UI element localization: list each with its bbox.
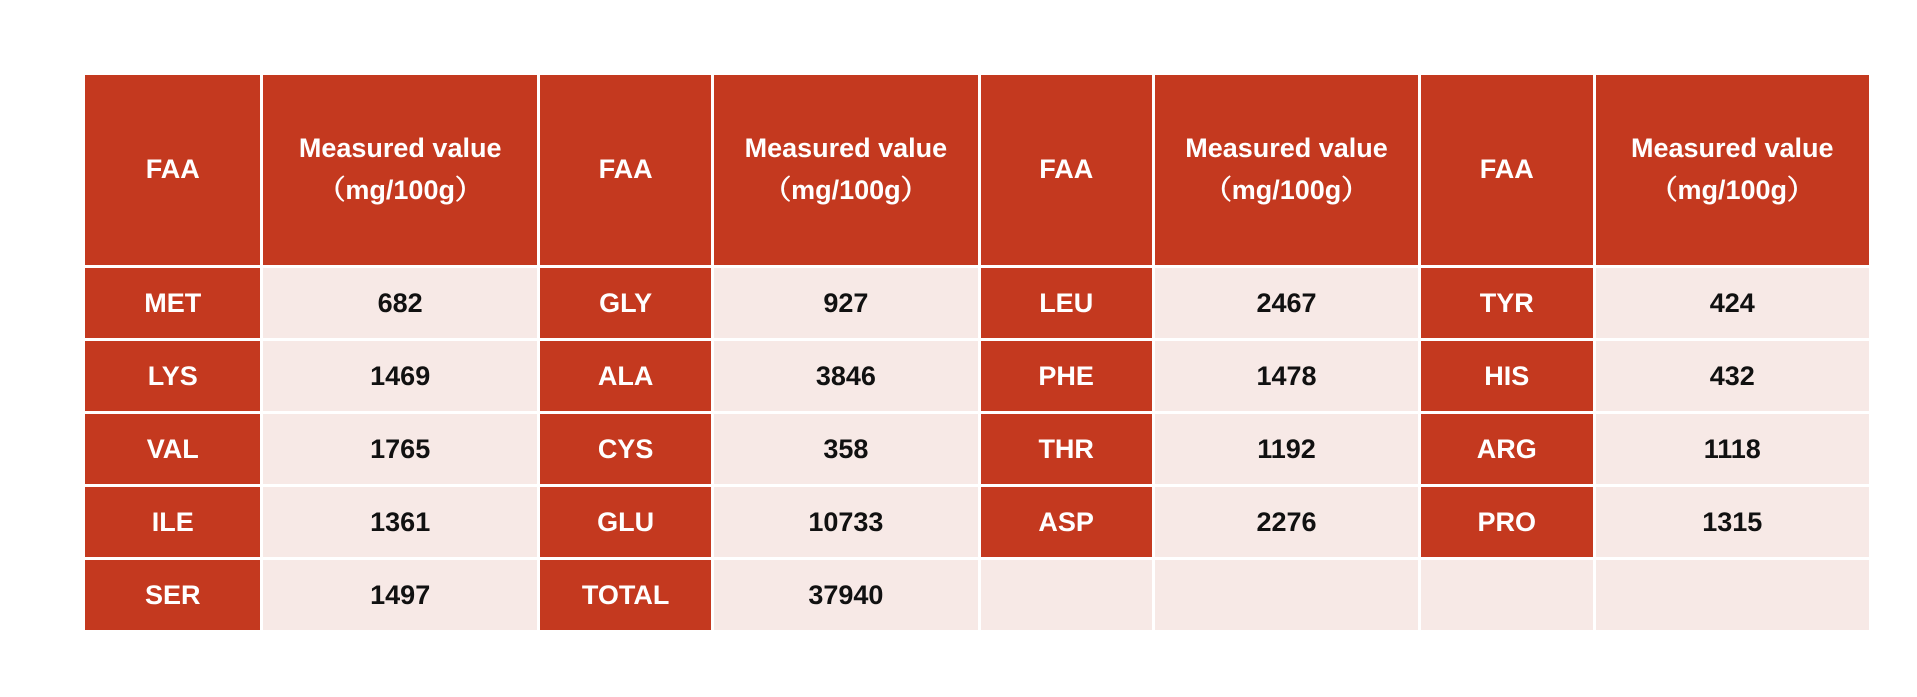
column-header-line-2: （mg/100g） [318, 175, 482, 205]
faa-label-cell: PHE [981, 341, 1152, 411]
table-row [85, 560, 1869, 630]
column-header-line-1: Measured value [298, 133, 502, 164]
faa-label-cell: VAL [85, 414, 260, 484]
column-header-line-1: FAA [1479, 154, 1534, 185]
faa-label-cell: ARG [1421, 414, 1592, 484]
faa-label-cell: LEU [981, 268, 1152, 338]
faa-value-cell: 10733 [714, 487, 977, 557]
column-header-line-2: （mg/100g） [764, 175, 928, 205]
column-header-line-1: FAA [598, 154, 653, 185]
faa-label-cell: TYR [1421, 268, 1592, 338]
faa-value-cell: 1469 [263, 341, 536, 411]
faa-table-container [82, 72, 1872, 633]
faa-measured-value-table [82, 72, 1872, 633]
empty-cell [1596, 560, 1870, 630]
faa-label-cell: MET [85, 268, 260, 338]
faa-value-cell: 358 [714, 414, 977, 484]
empty-cell [1155, 560, 1418, 630]
faa-value-cell: 3846 [714, 341, 977, 411]
faa-label-cell: ASP [981, 487, 1152, 557]
faa-value-cell: 2467 [1155, 268, 1418, 338]
faa-label-cell: CYS [540, 414, 711, 484]
table-row [85, 487, 1869, 557]
table-header [85, 75, 1869, 265]
faa-label-cell: GLU [540, 487, 711, 557]
faa-label-cell: GLY [540, 268, 711, 338]
table-row [85, 414, 1869, 484]
faa-total-label-cell: TOTAL [540, 560, 711, 630]
faa-value-cell: 432 [1596, 341, 1870, 411]
column-header-faa-4 [1421, 75, 1592, 265]
faa-value-cell: 424 [1596, 268, 1870, 338]
column-header-line-2: （mg/100g） [1204, 175, 1369, 205]
faa-label-cell: SER [85, 560, 260, 630]
faa-value-cell: 927 [714, 268, 977, 338]
column-header-faa-1 [85, 75, 260, 265]
faa-value-cell: 1497 [263, 560, 536, 630]
column-header-line-2: （mg/100g） [1650, 175, 1815, 205]
header-row [85, 75, 1869, 265]
column-header-line-1: Measured value [744, 133, 948, 164]
faa-value-cell: 2276 [1155, 487, 1418, 557]
faa-value-cell: 1765 [263, 414, 536, 484]
faa-value-cell: 1361 [263, 487, 536, 557]
faa-value-cell: 1118 [1596, 414, 1870, 484]
faa-label-cell: ALA [540, 341, 711, 411]
column-header-value-2 [714, 75, 977, 265]
faa-label-cell: LYS [85, 341, 260, 411]
column-header-value-3 [1155, 75, 1418, 265]
table-row [85, 341, 1869, 411]
empty-cell [1421, 560, 1592, 630]
column-header-value-1 [263, 75, 536, 265]
column-header-line-1: Measured value [1630, 133, 1834, 164]
faa-label-cell: ILE [85, 487, 260, 557]
faa-label-cell: HIS [1421, 341, 1592, 411]
faa-label-cell: THR [981, 414, 1152, 484]
table-row [85, 268, 1869, 338]
column-header-faa-2 [540, 75, 711, 265]
faa-value-cell: 1192 [1155, 414, 1418, 484]
column-header-value-4 [1596, 75, 1870, 265]
column-header-line-1: Measured value [1185, 133, 1388, 164]
table-body [85, 268, 1869, 630]
faa-total-value-cell: 37940 [714, 560, 977, 630]
column-header-line-1: FAA [1039, 154, 1094, 185]
faa-label-cell: PRO [1421, 487, 1592, 557]
faa-value-cell: 1315 [1596, 487, 1870, 557]
column-header-line-1: FAA [145, 154, 200, 185]
empty-cell [981, 560, 1152, 630]
column-header-faa-3 [981, 75, 1152, 265]
faa-value-cell: 1478 [1155, 341, 1418, 411]
faa-value-cell: 682 [263, 268, 536, 338]
